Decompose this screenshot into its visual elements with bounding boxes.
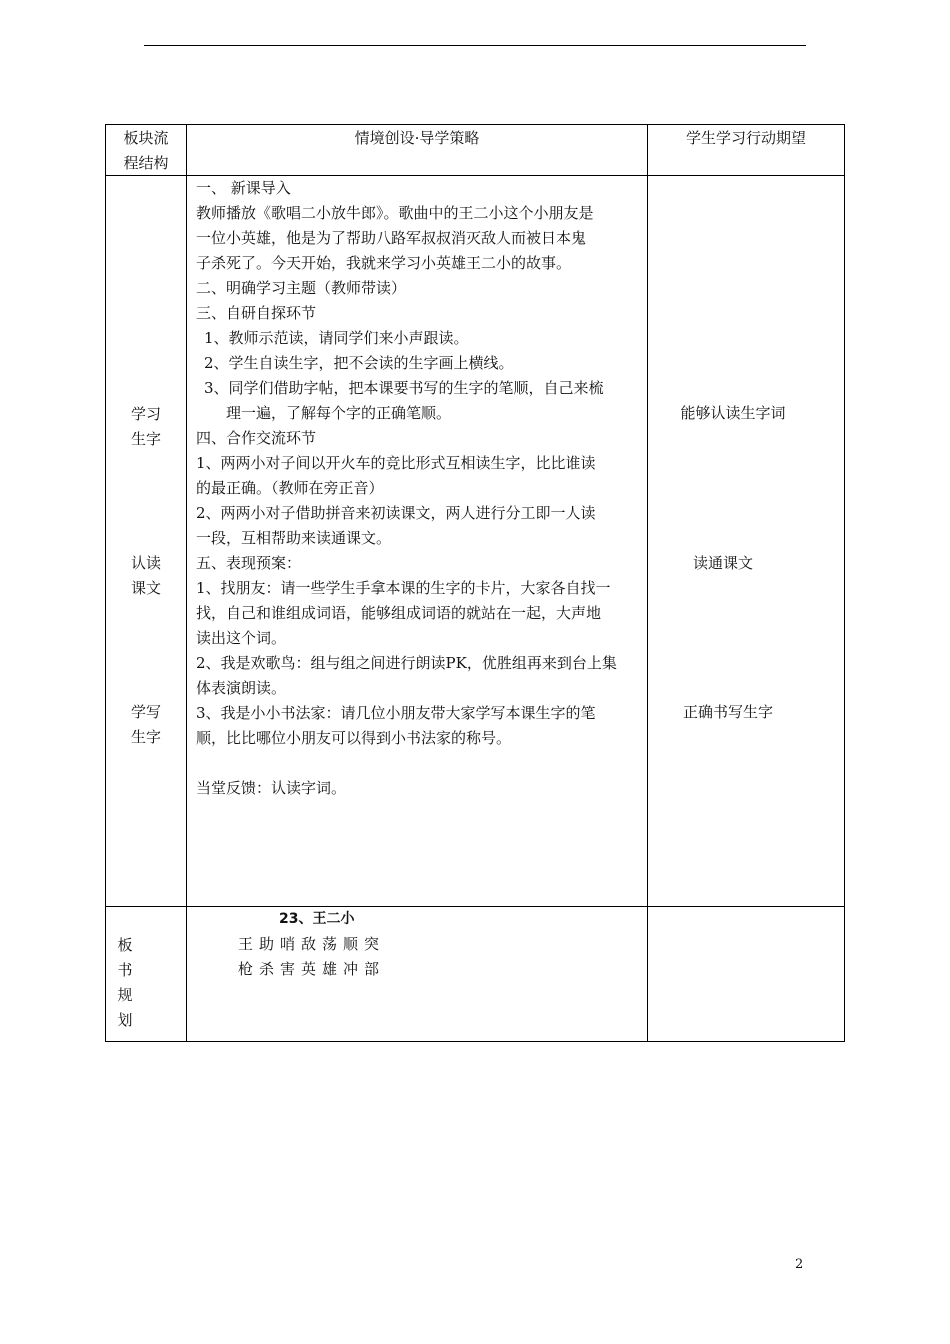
- board-row-divider: [106, 906, 844, 907]
- board-plan-label-char: 书: [117, 961, 133, 979]
- section-label-line: 生字: [130, 728, 161, 746]
- board-plan-label-char: 规: [117, 986, 133, 1004]
- strategy-line: 2、学生自读生字，把不会读的生字画上横线。: [204, 354, 514, 372]
- strategy-line: 2、我是欢歌鸟：组与组之间进行朗读PK，优胜组再来到台上集: [196, 654, 617, 672]
- strategy-line: 四、合作交流环节: [196, 429, 317, 447]
- strategy-line: 1、两两小对子间以开火车的竞比形式互相读生字，比比谁读: [196, 454, 596, 472]
- column-divider-1: [186, 125, 187, 1041]
- board-plan-characters-line1: 王助哨敌荡顺突: [238, 935, 386, 953]
- expectation-read-text: 读通课文: [692, 554, 753, 572]
- strategy-line: 2、两两小对子借助拼音来初读课文，两人进行分工即一人读: [196, 504, 596, 522]
- board-plan-label-char: 板: [117, 936, 133, 954]
- section-label-learn-characters: [106, 402, 186, 452]
- board-plan-label: [106, 933, 144, 1033]
- strategy-line: 子杀死了。今天开始，我就来学习小英雄王二小的故事。: [196, 254, 572, 272]
- strategy-line: 理一遍，了解每个字的正确笔顺。: [226, 404, 452, 422]
- strategy-line: 读出这个词。: [196, 629, 287, 647]
- expectation-learn-characters: 能够认读生字词: [680, 404, 786, 422]
- strategy-line: 找，自己和谁组成词语，能够组成词语的就站在一起，大声地: [196, 604, 602, 622]
- header-col-strategy: 情境创设·导学策略: [354, 129, 480, 147]
- section-label-line: 课文: [130, 579, 161, 597]
- strategy-line: 的最正确。（教师在旁正音）: [196, 479, 384, 497]
- header-col-structure-line2: 程结构: [123, 154, 169, 172]
- section-label-read-text: [106, 551, 186, 601]
- board-plan-label-char: 划: [117, 1011, 133, 1029]
- strategy-line: 一位小英雄，他是为了帮助八路军叔叔消灭敌人而被日本鬼: [196, 229, 587, 247]
- strategy-line: 五、表现预案：: [196, 554, 302, 572]
- strategy-line: 1、找朋友：请一些学生手拿本课的生字的卡片，大家各自找一: [196, 579, 611, 597]
- strategy-line: 二、明确学习主题（教师带读）: [196, 279, 407, 297]
- lesson-plan-table: [105, 124, 845, 1042]
- section-label-line: 认读: [130, 554, 161, 572]
- expectation-write-characters: 正确书写生字: [682, 703, 773, 721]
- strategy-line: 顺，比比哪位小朋友可以得到小书法家的称号。: [196, 729, 512, 747]
- board-plan-characters-line2: 枪杀害英雄冲部: [238, 960, 386, 978]
- strategy-line: 1、教师示范读，请同学们来小声跟读。: [204, 329, 469, 347]
- section-label-line: 学习: [130, 405, 161, 423]
- strategy-line: 一、 新课导入: [196, 179, 291, 197]
- header-col-expectation: 学生学习行动期望: [685, 129, 806, 147]
- strategy-line: 体表演朗读。: [196, 679, 287, 697]
- column-divider-2: [647, 125, 648, 1041]
- section-label-line: 生字: [130, 430, 161, 448]
- header-col-structure: [106, 126, 186, 176]
- strategy-line: 3、我是小小书法家：请几位小朋友带大家学写本课生字的笔: [196, 704, 596, 722]
- header-rule: [144, 45, 806, 46]
- strategy-line: 当堂反馈：认读字词。: [196, 779, 347, 797]
- section-label-write-characters: [106, 700, 186, 750]
- section-label-line: 学写: [130, 703, 161, 721]
- board-plan-title: 23、王二小: [279, 911, 355, 927]
- strategy-line: 3、同学们借助字帖，把本课要书写的生字的笔顺，自己来梳: [204, 379, 604, 397]
- strategy-line: 三、自研自探环节: [196, 304, 317, 322]
- header-col-structure-line1: 板块流: [123, 129, 169, 147]
- page-number: 2: [795, 1257, 804, 1272]
- strategy-line: 教师播放《歌唱二小放牛郎》。歌曲中的王二小这个小朋友是: [196, 204, 594, 222]
- strategy-line: 一段，互相帮助来读通课文。: [196, 529, 392, 547]
